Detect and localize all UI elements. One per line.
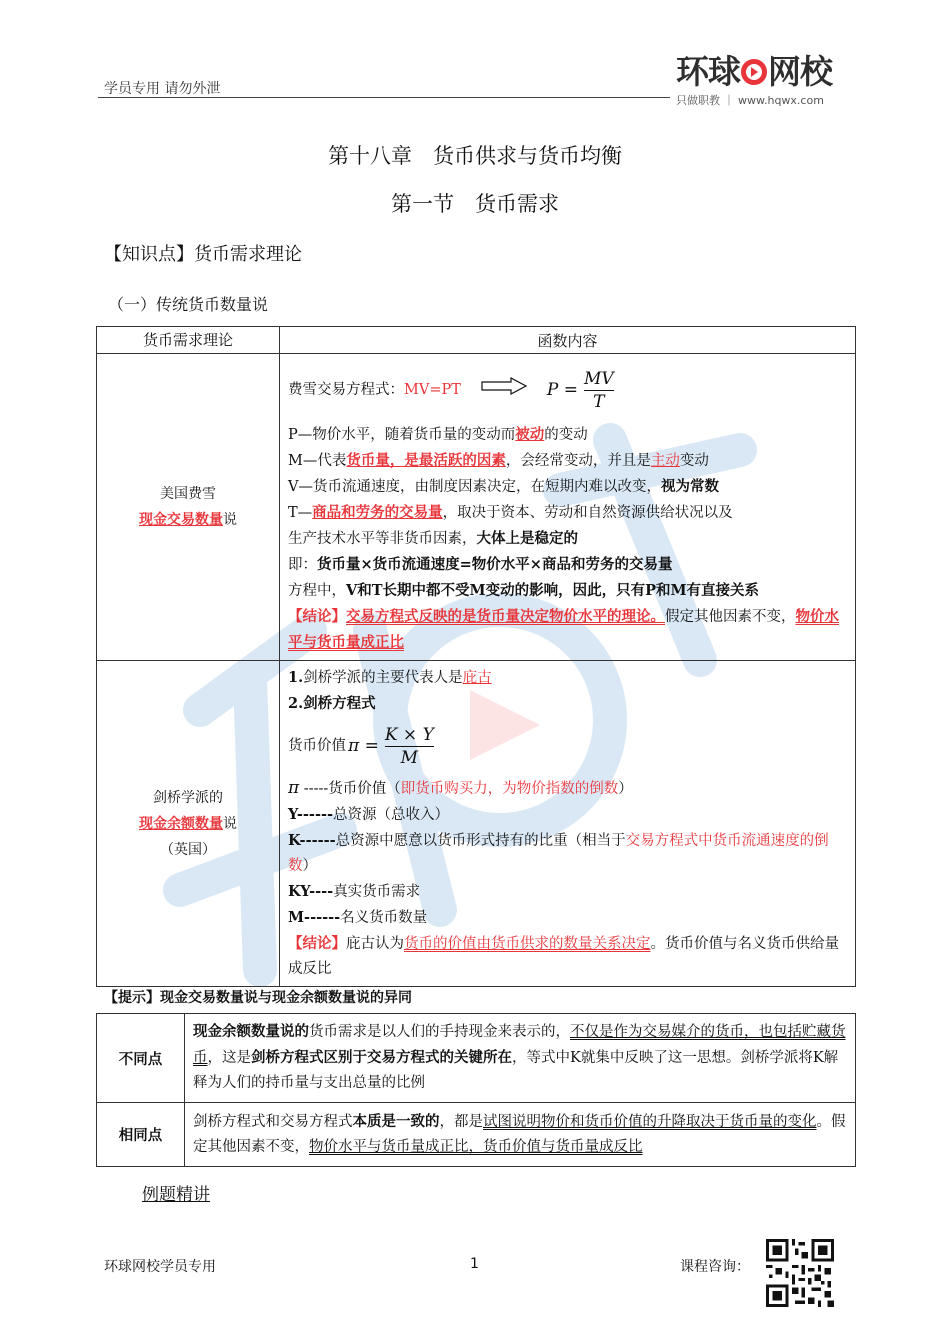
row-fisher-name (97, 354, 280, 661)
text: 的变动 (544, 427, 588, 443)
text-bold: 视为常数 (660, 478, 719, 495)
text-underline: 不仅是作为交易媒介的货币，也包括贮藏货币 (193, 1024, 846, 1066)
fisher-conclusion (288, 604, 847, 656)
text-highlight: 商品和劳务的交易量 (312, 504, 443, 521)
tip-heading: 【提示】现金交易数量说与现金余额数量说的异同 (104, 990, 412, 1006)
comparison-table (96, 1013, 856, 1167)
conclusion-tag: 【结论】 (288, 608, 346, 625)
text-highlight: 物价水平与货币量成正比 (288, 608, 839, 651)
text-highlight: 被动 (515, 426, 545, 443)
text-highlight: 即货币购买力，为物价指数的倒数 (400, 781, 619, 797)
text-bold: K------ (288, 832, 336, 849)
text-underline: 物价水平与货币量成正比，货币价值与货币量成反比 (309, 1139, 643, 1155)
row-fisher-content (280, 354, 856, 661)
fisher-denominator: T (593, 391, 605, 412)
table-header-content: 函数内容 (280, 327, 856, 354)
fisher-numerator: MV (584, 368, 614, 389)
cambridge-theory-suffix: 说 (223, 815, 237, 832)
text: M—代表 (288, 453, 347, 469)
text-bold: 货币量×货币流通速度=物价水平×商品和劳务的交易量 (317, 556, 673, 573)
diff-label: 不同点 (97, 1014, 185, 1103)
text: π (288, 778, 300, 798)
row-cambridge-content (280, 661, 856, 987)
conclusion-tag: 【结论】 (288, 935, 346, 952)
qr-code-icon[interactable] (766, 1239, 834, 1307)
table-row (97, 1014, 856, 1103)
text: 1. (288, 669, 304, 686)
text: 方程中， (288, 583, 346, 599)
cambridge-pi-line (288, 776, 847, 802)
fisher-note-line (288, 578, 847, 604)
fisher-name-line1: 美国费雪 (160, 486, 216, 502)
text-highlight: 主动 (650, 453, 680, 469)
text: ，取决于资本、劳动和自然资源供给状况以及 (442, 505, 733, 521)
text-highlight: 货币量，是最活跃的因素 (346, 452, 506, 469)
brand-logo (676, 52, 866, 108)
text: 。货币价值与名义货币供给量成反比 (288, 936, 839, 977)
page-number: 1 (470, 1256, 479, 1272)
logo-text-left: 环球 (676, 52, 740, 91)
cambridge-name-line3: （英国） (160, 841, 216, 858)
text-bold: Y------ (288, 806, 334, 823)
text: ） (302, 858, 317, 874)
cambridge-conclusion (288, 931, 847, 982)
cambridge-k-line (288, 828, 847, 879)
fisher-t-line2 (288, 526, 847, 552)
fisher-v-line (288, 474, 847, 500)
text-bold: V和T长期中都不受M变动的影响，因此，只有P和M有直接关系 (346, 582, 760, 599)
same-content (185, 1103, 856, 1167)
text: 剑桥方程式和交易方程式 (193, 1114, 353, 1130)
footer-consult-label: 课程咨询： (680, 1259, 750, 1275)
table-header-theory: 货币需求理论 (97, 327, 280, 354)
text-bold: 大体上是稳定的 (476, 530, 578, 547)
cambridge-name-line2 (97, 811, 279, 837)
text: 生产技术水平等非货币因素， (288, 531, 477, 547)
fisher-formula-label: 费雪交易方程式： (288, 381, 404, 398)
table-row (97, 661, 856, 987)
logo-text-right: 网校 (768, 52, 832, 91)
text: -----货币价值（ (299, 781, 401, 797)
fisher-formula (288, 358, 847, 422)
text-bold: 本质是一致的 (352, 1113, 440, 1130)
text: 由制度因素决定，在短期内难以改变， (414, 479, 661, 495)
text: ，等式中K就集中反映了这一思想。剑桥学派将K解释为人们的持币量与支出总量的比例 (193, 1050, 839, 1091)
text: 剑桥学派的主要代表人是 (303, 670, 463, 686)
text-highlight: 交易方程式反映的是货币量决定物价水平的理论。 (346, 608, 665, 625)
fisher-formula-text: MV=PT (404, 381, 461, 398)
text: 即： (288, 557, 317, 573)
knowledge-point-heading: 【知识点】货币需求理论 (104, 244, 302, 265)
fisher-formula-lhs: P = (546, 379, 578, 400)
text: 变动 (679, 453, 709, 469)
text: 庇古认为 (346, 936, 404, 952)
text: 名义货币数量 (340, 910, 428, 926)
logo-tagline: 只做职教 ｜ www.hqwx.com (676, 94, 824, 107)
text: 总资源中愿意以货币形式持有的比重（相当于 (335, 833, 626, 849)
cambridge-formula-label: 货币价值 (288, 737, 346, 754)
cambridge-formula-lhs: π = (348, 735, 379, 756)
cambridge-formula (288, 716, 847, 776)
text-highlight: 货币的价值由货币供求的数量关系决定 (404, 936, 651, 952)
text: ，这是 (207, 1050, 251, 1066)
same-label: 相同点 (97, 1103, 185, 1167)
theory-table (96, 326, 856, 987)
fisher-theory-suffix: 说 (223, 512, 237, 528)
cambridge-y-line (288, 802, 847, 828)
cambridge-ky-line (288, 879, 847, 905)
text: 假定其他因素不变， (665, 609, 796, 625)
cambridge-theory-name: 现金余额数量 (139, 815, 223, 832)
text-highlight: 庇古 (462, 670, 492, 686)
text-bold: 现金余额数量说的 (193, 1024, 309, 1040)
fisher-m-line (288, 448, 847, 474)
cambridge-line1 (288, 665, 847, 691)
text: V—货币流通速度， (288, 479, 415, 495)
table-row (97, 354, 856, 661)
implies-arrow-icon (481, 377, 527, 404)
text: 总资源（总收入） (333, 807, 450, 823)
footer-label: 环球网校学员专用 (104, 1259, 216, 1275)
row-cambridge-name (97, 661, 280, 987)
cambridge-numerator: K × Y (384, 724, 434, 745)
text: ，都是 (439, 1114, 483, 1130)
chapter-title: 第十八章 货币供求与货币均衡 (328, 144, 622, 168)
text-bold: 剑桥方程式区别于交易方程式的关键所在 (251, 1049, 512, 1066)
section-title: 第一节 货币需求 (391, 192, 559, 216)
text: P—物价水平，随着货币量的变动而 (288, 427, 516, 443)
fisher-equation-line (288, 552, 847, 578)
text-bold: M------ (288, 909, 341, 926)
header-label: 学员专用 请勿外泄 (104, 81, 221, 97)
text: 货币需求是以人们的手持现金来表示的， (309, 1024, 570, 1040)
fisher-theory-name: 现金交易数量 (139, 512, 223, 528)
cambridge-m-line (288, 905, 847, 931)
cambridge-denominator: M (400, 747, 419, 768)
fisher-p-line (288, 422, 847, 448)
fisher-name-line2 (97, 507, 279, 533)
table-row (97, 1103, 856, 1167)
text: 。假定其他因素不变， (193, 1114, 846, 1155)
cambridge-line2: 2.剑桥方程式 (288, 695, 376, 712)
subsection-heading: （一）传统货币数量说 (108, 295, 269, 314)
diff-content (185, 1014, 856, 1103)
cambridge-name-line1: 剑桥学派的 (153, 789, 223, 806)
text: ，会经常变动，并且是 (505, 453, 651, 469)
fisher-t-line (288, 500, 847, 526)
text-bold: KY---- (288, 883, 334, 900)
logo-play-icon (741, 59, 767, 85)
text-highlight: 交易方程式中货币流通速度的倒数 (288, 833, 829, 874)
text: T— (288, 505, 313, 521)
text: ） (618, 781, 633, 797)
text-underline: 试图说明物价和货币价值的升降取决于货币量的变化 (483, 1114, 817, 1130)
cambridge-fraction (385, 724, 434, 769)
fisher-fraction (584, 368, 614, 413)
header-divider (98, 97, 670, 98)
example-heading: 例题精讲 (142, 1185, 210, 1205)
text: 真实货币需求 (333, 884, 421, 900)
